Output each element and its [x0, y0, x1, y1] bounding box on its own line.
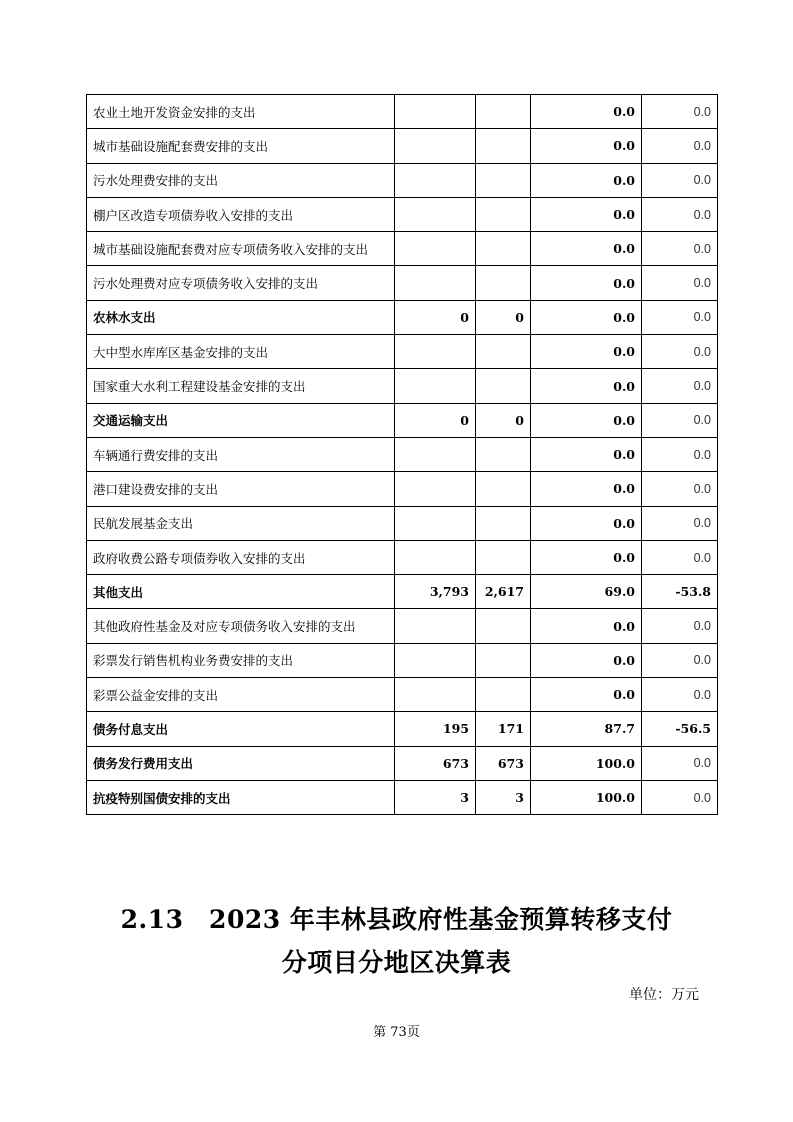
row-label: 政府收费公路专项债券收入安排的支出 — [87, 540, 395, 574]
section-title-line2: 分项目分地区决算表 — [281, 948, 512, 977]
table-row — [87, 643, 718, 677]
table-row — [87, 540, 718, 574]
row-value-b — [476, 197, 531, 231]
row-change: 0.0 — [642, 506, 718, 540]
table-row — [87, 746, 718, 780]
row-change: 0.0 — [642, 197, 718, 231]
row-percent: 0.0 — [531, 609, 642, 643]
row-value-a — [395, 437, 476, 471]
row-value-a — [395, 369, 476, 403]
row-label: 车辆通行费安排的支出 — [87, 437, 395, 471]
row-change: 0.0 — [642, 609, 718, 643]
table-row — [87, 129, 718, 163]
row-percent: 0.0 — [531, 232, 642, 266]
row-value-b — [476, 232, 531, 266]
table-row — [87, 163, 718, 197]
page-number: 第 73页 — [373, 1025, 420, 1040]
row-percent: 100.0 — [531, 780, 642, 814]
row-label: 棚户区改造专项债券收入安排的支出 — [87, 197, 395, 231]
table-row — [87, 232, 718, 266]
row-value-b: 2,617 — [476, 575, 531, 609]
row-value-b — [476, 506, 531, 540]
row-value-b: 171 — [476, 712, 531, 746]
row-value-b — [476, 95, 531, 129]
row-percent: 0.0 — [531, 643, 642, 677]
row-label: 其他政府性基金及对应专项债务收入安排的支出 — [87, 609, 395, 643]
row-label: 城市基础设施配套费安排的支出 — [87, 129, 395, 163]
row-percent: 0.0 — [531, 300, 642, 334]
row-value-a — [395, 678, 476, 712]
row-change: 0.0 — [642, 232, 718, 266]
row-change: 0.0 — [642, 643, 718, 677]
row-value-a: 3,793 — [395, 575, 476, 609]
row-change: -53.8 — [642, 575, 718, 609]
row-value-b: 0 — [476, 300, 531, 334]
row-value-a — [395, 129, 476, 163]
row-value-a: 0 — [395, 300, 476, 334]
row-value-a — [395, 472, 476, 506]
table-row — [87, 300, 718, 334]
row-percent: 0.0 — [531, 403, 642, 437]
row-value-b — [476, 129, 531, 163]
row-value-a: 673 — [395, 746, 476, 780]
row-percent: 0.0 — [531, 506, 642, 540]
row-change: 0.0 — [642, 472, 718, 506]
row-change: 0.0 — [642, 780, 718, 814]
row-value-a — [395, 197, 476, 231]
table-row — [87, 437, 718, 471]
budget-table-body — [87, 95, 718, 815]
row-value-b — [476, 369, 531, 403]
row-percent: 0.0 — [531, 197, 642, 231]
row-value-b — [476, 163, 531, 197]
row-percent: 100.0 — [531, 746, 642, 780]
row-value-b — [476, 540, 531, 574]
row-change: 0.0 — [642, 437, 718, 471]
row-value-a — [395, 506, 476, 540]
row-percent: 0.0 — [531, 129, 642, 163]
row-label: 交通运输支出 — [87, 403, 395, 437]
row-change: 0.0 — [642, 369, 718, 403]
table-row — [87, 712, 718, 746]
row-value-a — [395, 540, 476, 574]
row-label: 城市基础设施配套费对应专项债务收入安排的支出 — [87, 232, 395, 266]
row-label: 污水处理费对应专项债务收入安排的支出 — [87, 266, 395, 300]
row-value-b — [476, 472, 531, 506]
row-change: 0.0 — [642, 300, 718, 334]
unit-label: 单位：万元 — [629, 987, 699, 1003]
row-label: 抗疫特别国债安排的支出 — [87, 780, 395, 814]
row-percent: 0.0 — [531, 369, 642, 403]
table-row — [87, 95, 718, 129]
row-value-b — [476, 437, 531, 471]
row-percent: 0.0 — [531, 335, 642, 369]
row-change: 0.0 — [642, 266, 718, 300]
table-row — [87, 678, 718, 712]
row-value-a — [395, 266, 476, 300]
row-value-b — [476, 266, 531, 300]
row-value-a: 3 — [395, 780, 476, 814]
row-percent: 69.0 — [531, 575, 642, 609]
row-value-a — [395, 232, 476, 266]
row-change: 0.0 — [642, 403, 718, 437]
table-row — [87, 780, 718, 814]
row-value-b — [476, 678, 531, 712]
table-row — [87, 472, 718, 506]
table-row — [87, 575, 718, 609]
row-label: 大中型水库库区基金安排的支出 — [87, 335, 395, 369]
row-percent: 0.0 — [531, 163, 642, 197]
row-value-b: 0 — [476, 403, 531, 437]
row-label: 民航发展基金支出 — [87, 506, 395, 540]
row-change: 0.0 — [642, 163, 718, 197]
table-row — [87, 197, 718, 231]
row-change: 0.0 — [642, 335, 718, 369]
row-change: 0.0 — [642, 678, 718, 712]
row-percent: 0.0 — [531, 266, 642, 300]
row-label: 债务付息支出 — [87, 712, 395, 746]
row-label: 港口建设费安排的支出 — [87, 472, 395, 506]
row-label: 债务发行费用支出 — [87, 746, 395, 780]
row-value-a: 195 — [395, 712, 476, 746]
row-change: 0.0 — [642, 746, 718, 780]
row-percent: 0.0 — [531, 678, 642, 712]
row-percent: 0.0 — [531, 540, 642, 574]
row-label: 彩票公益金安排的支出 — [87, 678, 395, 712]
row-change: -56.5 — [642, 712, 718, 746]
row-value-b — [476, 609, 531, 643]
table-row — [87, 403, 718, 437]
table-row — [87, 266, 718, 300]
row-label: 彩票发行销售机构业务费安排的支出 — [87, 643, 395, 677]
table-row — [87, 506, 718, 540]
row-value-a — [395, 609, 476, 643]
table-row — [87, 609, 718, 643]
row-change: 0.0 — [642, 95, 718, 129]
row-change: 0.0 — [642, 129, 718, 163]
budget-table — [86, 94, 718, 815]
row-value-b — [476, 643, 531, 677]
row-label: 其他支出 — [87, 575, 395, 609]
row-value-b — [476, 335, 531, 369]
table-row — [87, 369, 718, 403]
row-percent: 0.0 — [531, 472, 642, 506]
row-percent: 0.0 — [531, 437, 642, 471]
row-value-a — [395, 163, 476, 197]
row-value-a — [395, 95, 476, 129]
row-value-a: 0 — [395, 403, 476, 437]
row-label: 污水处理费安排的支出 — [87, 163, 395, 197]
row-change: 0.0 — [642, 540, 718, 574]
section-title-line1: 2.13 2023 年丰林县政府性基金预算转移支付 — [120, 905, 673, 934]
row-value-b: 673 — [476, 746, 531, 780]
row-percent: 0.0 — [531, 95, 642, 129]
row-value-a — [395, 335, 476, 369]
table-row — [87, 335, 718, 369]
row-value-a — [395, 643, 476, 677]
row-label: 国家重大水利工程建设基金安排的支出 — [87, 369, 395, 403]
row-value-b: 3 — [476, 780, 531, 814]
row-percent: 87.7 — [531, 712, 642, 746]
row-label: 农业土地开发资金安排的支出 — [87, 95, 395, 129]
row-label: 农林水支出 — [87, 300, 395, 334]
